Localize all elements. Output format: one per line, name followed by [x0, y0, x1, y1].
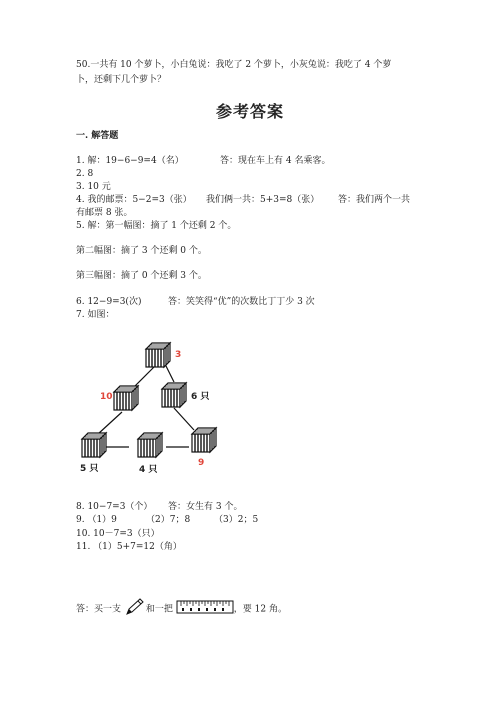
cube-triangle-figure: [74, 337, 222, 480]
answer-9-part2: （2）7；8: [146, 515, 191, 525]
cube-bottom-mid: [138, 433, 162, 457]
answer-10: 10. 10－7=3（只）: [76, 529, 160, 539]
section-heading: 一. 解答题: [76, 131, 119, 141]
cube-left: [114, 386, 138, 410]
answer-6-calc: 6. 12−9=3(次): [76, 297, 142, 307]
cube-right: [162, 383, 186, 407]
answer-9-part1: 9. （1）9: [76, 515, 117, 525]
final-answer-pre: 答：买一支: [76, 604, 122, 615]
figure-label-left: 10: [100, 392, 113, 402]
figure-label-right: 6 只: [191, 392, 210, 402]
final-answer-post: ，要 12 角。: [233, 604, 287, 615]
figure-label-bottom-left: 5 只: [80, 464, 99, 474]
answer-2: 2. 8: [76, 169, 94, 179]
figure-label-bottom-mid: 4 只: [139, 465, 158, 475]
answer-1-calc: 1. 解：19−6−9=4（名）: [76, 156, 184, 166]
question-50-line1: 50.一共有 10 个萝卜，小白兔说：我吃了 2 个萝卜，小灰兔说：我吃了 4 个萝: [76, 60, 392, 70]
answer-4-part1: 4. 我的邮票：5−2=3（张）: [76, 195, 192, 205]
answer-1: [76, 155, 331, 167]
answer-11: 11. （1）5+7=12（角）: [76, 542, 182, 552]
edge-right-bottom: [174, 408, 194, 430]
answer-5-third: 第三幅图：摘了 0 个还剩 3 个。: [76, 271, 207, 281]
answer-8: [76, 501, 243, 513]
answer-1-statement: 答：现在车上有 4 名乘客。: [220, 156, 331, 166]
final-answer-mid: 和一把: [145, 604, 173, 615]
cube-bottom-left: [82, 433, 106, 457]
ruler-icon: [176, 599, 234, 619]
answer-8-calc: 8. 10−7=3（个）: [76, 502, 153, 512]
page-title: 参考答案: [215, 102, 284, 121]
answer-9-part3: （3）2；5: [214, 515, 259, 525]
pencil-icon: [124, 598, 146, 620]
answer-4-part3: 答：我们两个一共: [338, 195, 411, 205]
answer-9: [76, 514, 259, 526]
answer-4-line2: 有邮票 8 张。: [76, 208, 133, 218]
edge-left-bottom: [98, 412, 122, 434]
cube-bottom-right: [192, 428, 216, 452]
figure-label-bottom-right: 9: [198, 458, 205, 468]
answer-4: [76, 194, 411, 206]
answer-6-statement: 答：笑笑得“优”的次数比丁丁少 3 次: [168, 297, 315, 307]
answer-7: 7. 如图：: [76, 310, 115, 320]
figure-label-top: 3: [175, 350, 182, 360]
answer-6: [76, 296, 315, 308]
answer-5-second: 第二幅图：摘了 3 个还剩 0 个。: [76, 246, 207, 256]
answer-4-part2: 我们俩一共：5+3=8（张）: [206, 195, 320, 205]
answer-3: 3. 10 元: [76, 182, 111, 192]
question-50-line2: 卜，还剩下几个萝卜？: [76, 75, 167, 85]
answer-5: 5. 解：第一幅图：摘了 1 个还剩 2 个。: [76, 221, 237, 231]
cube-top: [146, 343, 170, 367]
answer-8-statement: 答：女生有 3 个。: [168, 502, 243, 512]
final-answer: [76, 598, 287, 620]
